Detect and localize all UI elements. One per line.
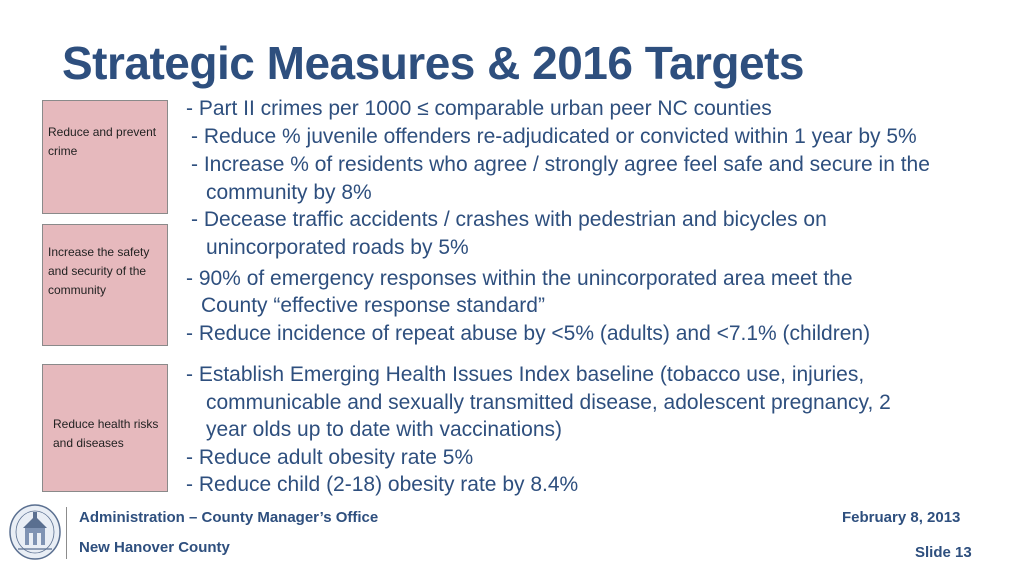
- category-box-health: [42, 364, 168, 492]
- category-box-crime: [42, 100, 168, 214]
- measure-line: - Establish Emerging Health Issues Index baseline (tobacco use, injuries,: [186, 363, 865, 386]
- measure-line: - Reduce % juvenile offenders re-adjudicated or convicted within 1 year by 5%: [191, 125, 917, 148]
- measure-line: year olds up to date with vaccinations): [206, 418, 563, 441]
- footer-divider: [66, 507, 67, 559]
- measure-line: communicable and sexually transmitted disease, adolescent pregnancy, 2: [206, 391, 891, 414]
- measure-line: - Increase % of residents who agree / strongly agree feel safe and secure in the: [191, 153, 930, 176]
- measure-line: unincorporated roads by 5%: [206, 236, 469, 259]
- category-label-health: Reduce health risks and diseases: [53, 417, 159, 450]
- measure-line: - Decease traffic accidents / crashes with pedestrian and bicycles on: [191, 208, 827, 231]
- slide-number: Slide 13: [915, 544, 972, 561]
- footer-date: February 8, 2013: [842, 509, 961, 526]
- slide-title: Strategic Measures & 2016 Targets: [62, 37, 805, 89]
- county-seal-icon: [8, 503, 62, 561]
- measure-line: - 90% of emergency responses within the unincorporated area meet the: [186, 267, 853, 290]
- category-label-crime: Reduce and prevent crime: [48, 125, 157, 158]
- measure-line: community by 8%: [206, 181, 372, 204]
- measure-line: - Reduce adult obesity rate 5%: [186, 446, 474, 469]
- measure-line: - Reduce incidence of repeat abuse by <5% (adults) and <7.1% (children): [186, 322, 871, 345]
- measure-line: - Reduce child (2-18) obesity rate by 8.4%: [186, 473, 579, 496]
- measure-line: - Part II crimes per 1000 ≤ comparable urban peer NC counties: [186, 97, 772, 120]
- footer-county: New Hanover County: [79, 539, 230, 556]
- footer-office: Administration – County Manager’s Office: [79, 509, 379, 526]
- category-box-safety: [42, 224, 168, 346]
- category-label-safety: Increase the safety and security of the community: [48, 245, 150, 297]
- measure-line: County “effective response standard”: [201, 294, 545, 317]
